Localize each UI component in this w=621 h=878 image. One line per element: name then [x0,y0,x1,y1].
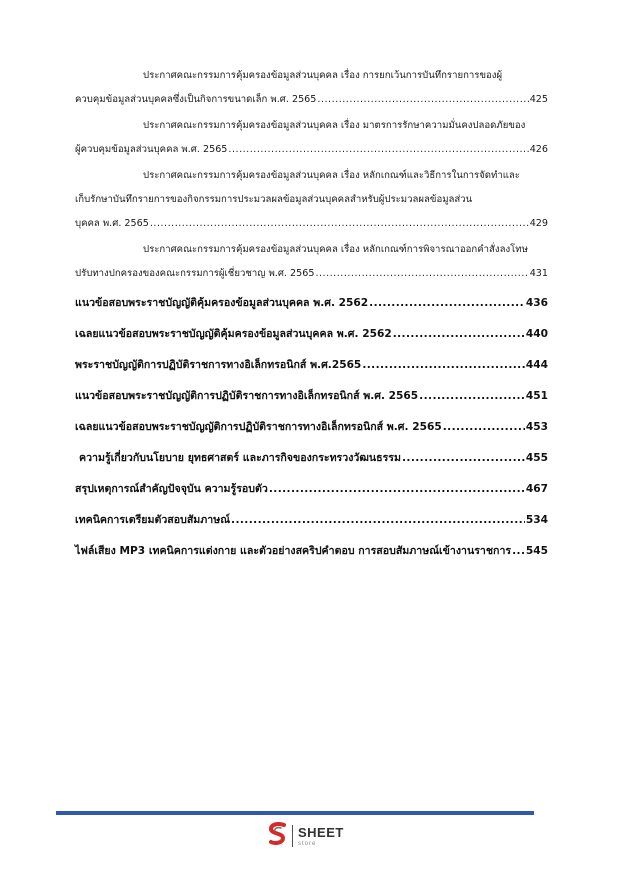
brand-subtitle: store [298,840,317,847]
dot-leader [231,505,525,536]
toc-entry-text: เฉลยแนวข้อสอบพระราชบัญญัติคุ้มครองข้อมูลส่วนบุคคล พ.ศ. 2562 [75,328,392,340]
footer-divider [56,811,534,815]
page-number: 436 [525,297,548,309]
page-number: 426 [529,144,548,155]
s-monogram-icon [268,822,288,850]
toc-main-entry[interactable] [75,350,548,381]
toc-main-entry[interactable] [75,412,548,443]
dot-leader [150,212,529,236]
dot-leader [512,536,525,567]
page-number: 453 [525,421,548,433]
dot-leader [419,381,525,412]
toc-entry-line: ประกาศคณะกรรมการคุ้มครองข้อมูลส่วนบุคคล เรื่อง หลักเกณฑ์การพิจารณาออกคำสั่งลงโทษ [143,244,528,255]
toc-entry-last-line [75,212,548,236]
toc-entry-line: ประกาศคณะกรรมการคุ้มครองข้อมูลส่วนบุคคล เรื่อง การยกเว้นการบันทึกรายการของผู้ [143,70,503,81]
toc-main-entry[interactable] [75,474,548,505]
toc-main-entry[interactable] [75,443,548,474]
toc-entry-text: บุคคล พ.ศ. 2565 [75,218,149,229]
toc-entry-text: ปรับทางปกครองของคณะกรรมการผู้เชี่ยวชาญ พ.ศ. 2565 [75,268,315,279]
page-number: 440 [525,328,548,340]
toc-entry-line: ประกาศคณะกรรมการคุ้มครองข้อมูลส่วนบุคคล เรื่อง หลักเกณฑ์และวิธีการในการจัดทำและ [143,170,520,181]
toc-entry-text: ควบคุมข้อมูลส่วนบุคคลซึ่งเป็นกิจการขนาดเล็ก พ.ศ. 2565 [75,94,317,105]
toc-entry-last-line [75,262,548,286]
dot-leader [393,319,525,350]
toc-entry-text: สรุปเหตุการณ์สำคัญปัจจุบัน ความรู้รอบตัว [75,483,268,495]
toc-entry-text: ความรู้เกี่ยวกับนโยบาย ยุทธศาสตร์ และภารกิจของกระทรวงวัฒนธรรม [79,452,401,464]
page-number: 545 [525,545,548,557]
dot-leader [443,412,525,443]
table-of-contents [75,64,548,567]
logo-separator [292,825,293,847]
toc-entry-last-line [75,138,548,162]
page-number: 444 [525,359,548,371]
toc-entry-text: ไฟล์เสียง MP3 เทคนิคการแต่งกาย และตัวอย่างสคริปคำตอบ การสอบสัมภาษณ์เข้างานราชการ [75,545,512,557]
toc-entry-last-line [75,88,548,112]
sheet-store-logo [268,823,344,849]
toc-sub-entry[interactable] [75,114,548,162]
toc-entry-line: ประกาศคณะกรรมการคุ้มครองข้อมูลส่วนบุคคล เรื่อง มาตรการรักษาความมั่นคงปลอดภัยของ [143,120,526,131]
toc-entry-text: ผู้ควบคุมข้อมูลส่วนบุคคล พ.ศ. 2565 [75,144,228,155]
page-number: 425 [529,94,548,105]
toc-sub-entry[interactable] [75,238,548,286]
page-number: 534 [525,514,548,526]
page-number: 467 [525,483,548,495]
toc-sub-entry[interactable] [75,64,548,112]
dot-leader [315,262,528,286]
page-number: 431 [529,268,548,279]
toc-entry-text: เทคนิคการเตรียมตัวสอบสัมภาษณ์ [75,514,231,526]
toc-main-entry[interactable] [75,319,548,350]
toc-entry-text: พระราชบัญญัติการปฏิบัติราชการทางอิเล็กทรอนิกส์ พ.ศ.2565 [75,359,362,371]
page-number: 455 [525,452,548,464]
toc-entry-text: เฉลยแนวข้อสอบพระราชบัญญัติการปฏิบัติราชการทางอิเล็กทรอนิกส์ พ.ศ. 2565 [75,421,442,433]
page-number: 429 [529,218,548,229]
page-number: 451 [525,390,548,402]
brand-wordmark [298,826,344,847]
toc-entry-text: แนวข้อสอบพระราชบัญญัติการปฏิบัติราชการทางอิเล็กทรอนิกส์ พ.ศ. 2565 [75,390,419,402]
dot-leader [369,288,525,319]
dot-leader [402,443,525,474]
dot-leader [228,138,528,162]
toc-main-entry[interactable] [75,536,548,567]
brand-name: SHEET [298,824,344,840]
dot-leader [317,88,528,112]
dot-leader [269,474,525,505]
dot-leader [362,350,525,381]
toc-main-entry[interactable] [75,505,548,536]
toc-entry-line: เก็บรักษาบันทึกรายการของกิจกรรมการประมวลผลข้อมูลส่วนบุคคลสำหรับผู้ประมวลผลข้อมูลส่วน [75,194,473,205]
toc-entry-text: แนวข้อสอบพระราชบัญญัติคุ้มครองข้อมูลส่วนบุคคล พ.ศ. 2562 [75,297,369,309]
toc-main-entry[interactable] [75,288,548,319]
toc-sub-entry[interactable] [75,164,548,236]
toc-main-entry[interactable] [75,381,548,412]
